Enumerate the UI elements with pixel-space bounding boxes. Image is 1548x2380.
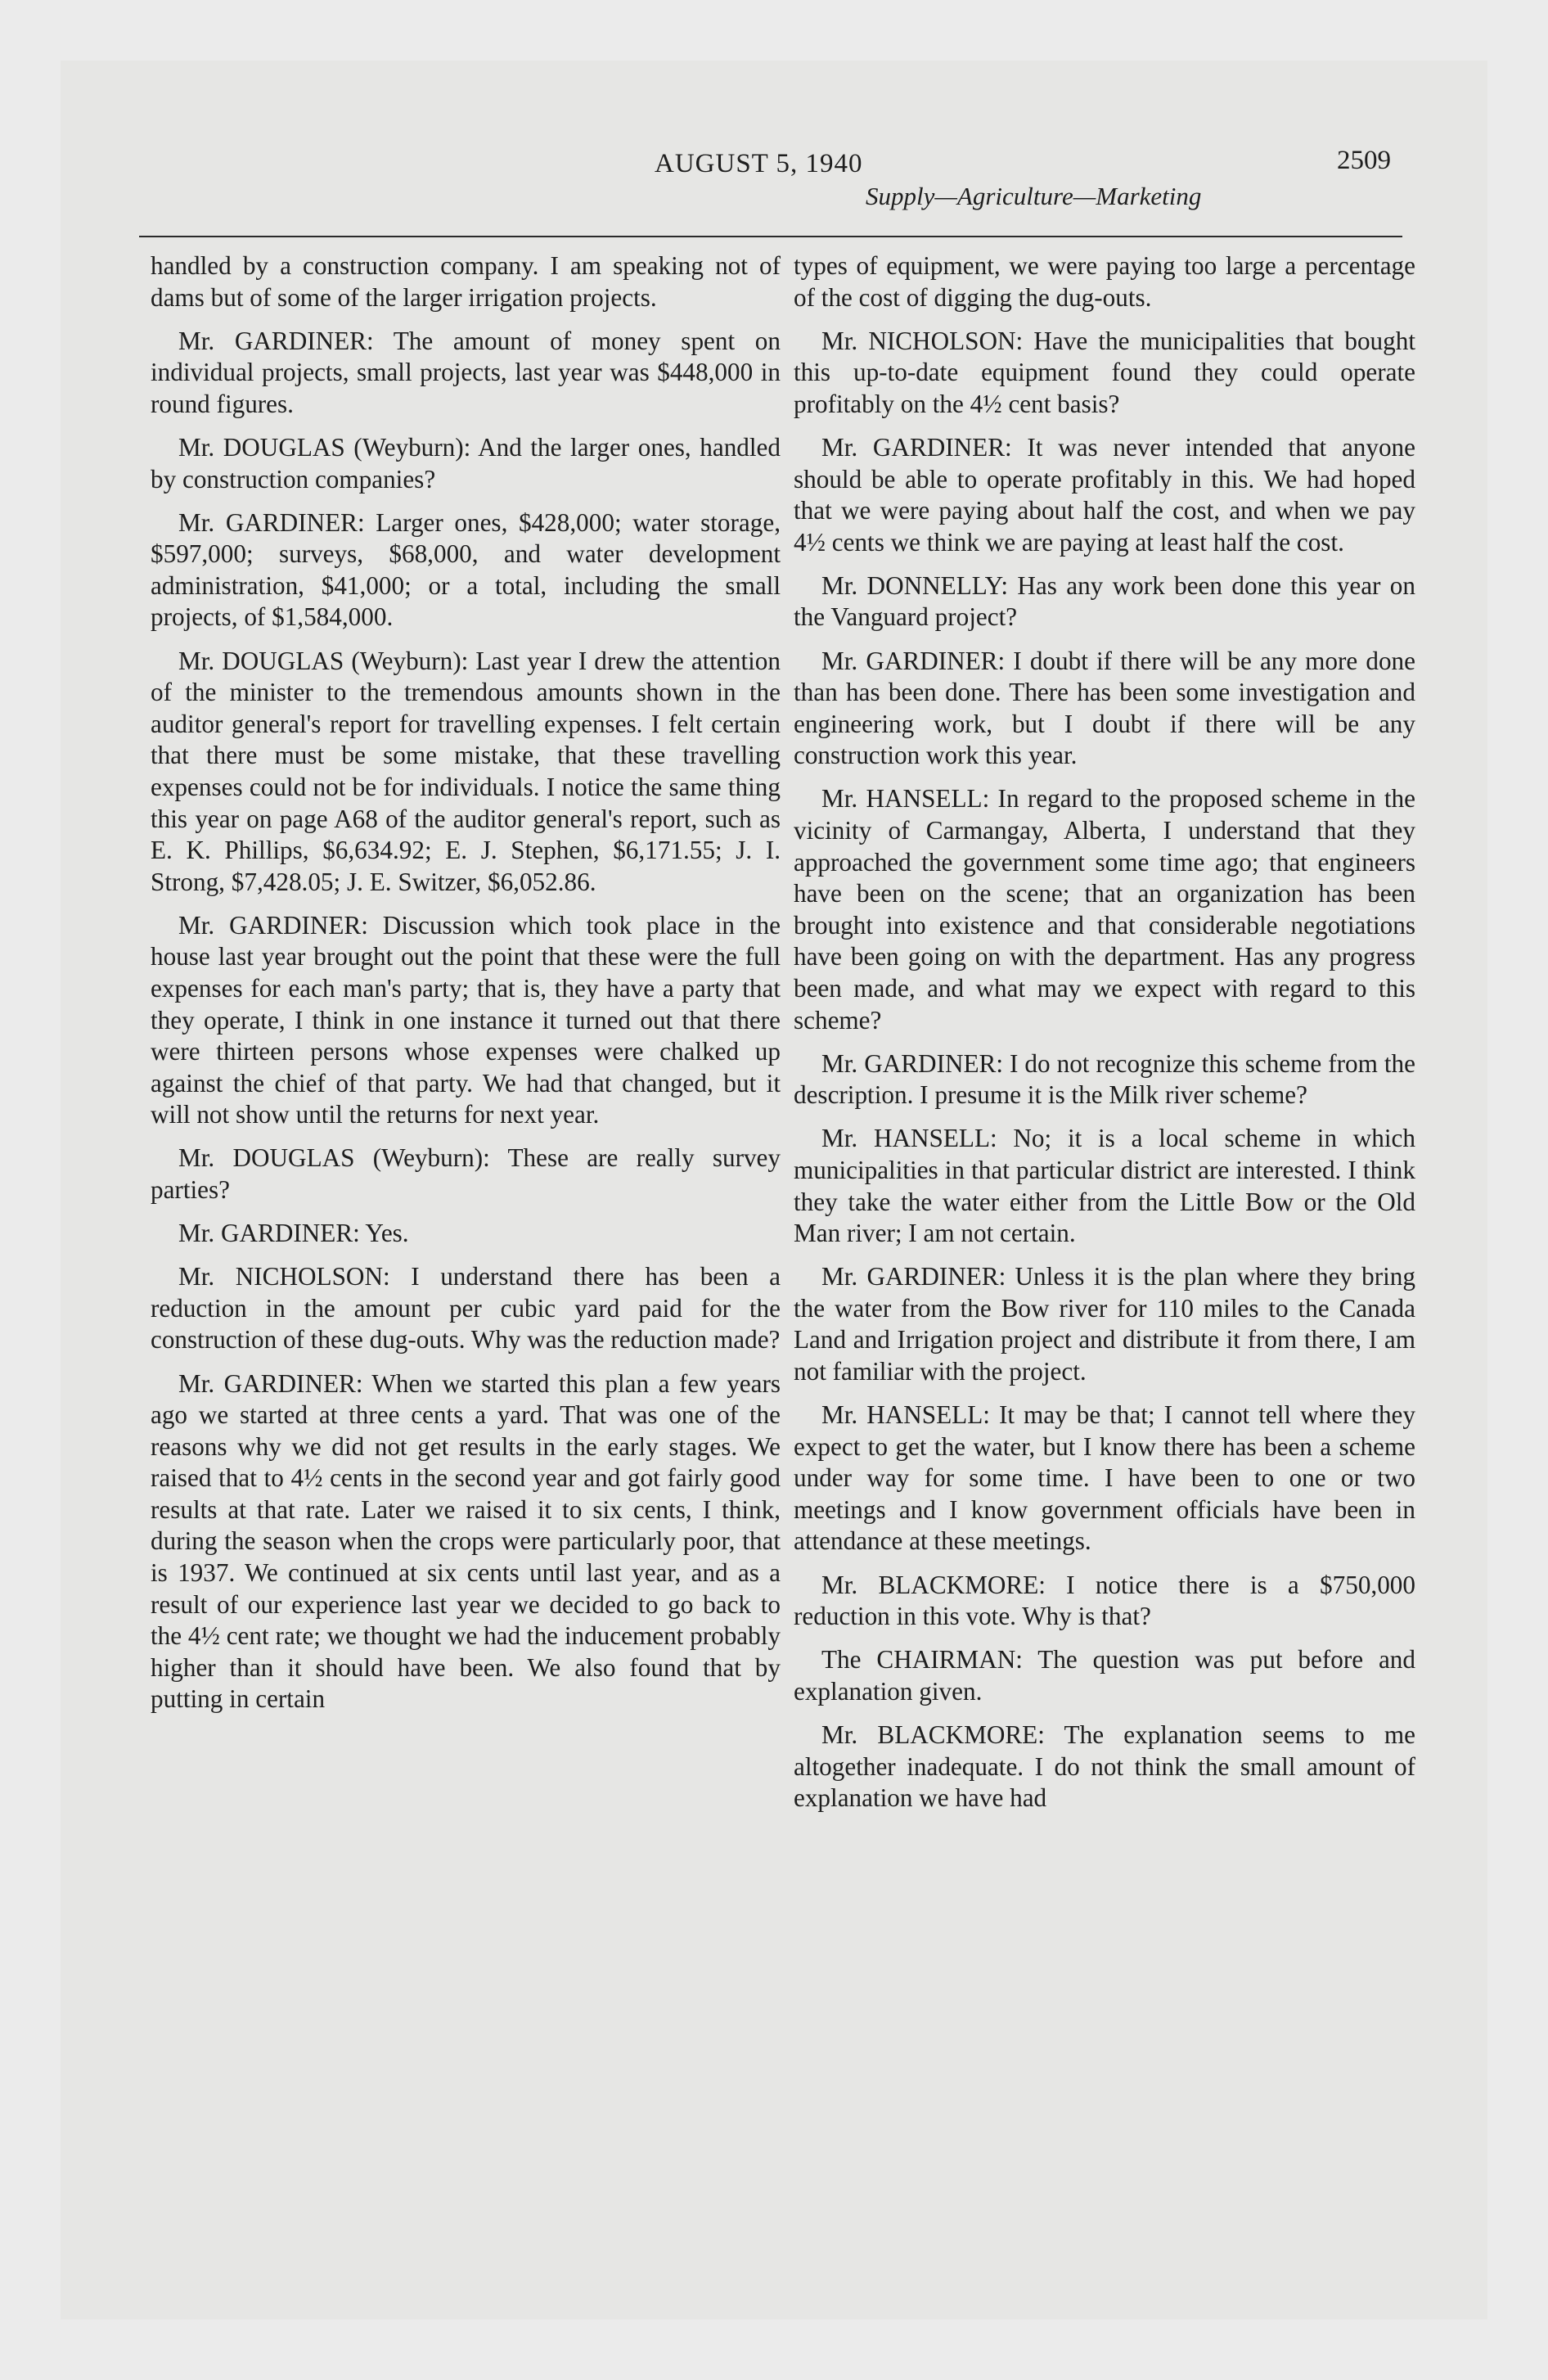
paragraph: Mr. BLACKMORE: The explanation seems to me altogether inadequate. I do not think the small amount of explanation we have had: [794, 1720, 1415, 1813]
paragraph: Mr. DOUGLAS (Weyburn): And the larger ones, handled by construction companies?: [151, 432, 781, 494]
paragraph: Mr. HANSELL: In regard to the proposed scheme in the vicinity of Carmangay, Alberta, I understand that they approached the government some time ago; that engineers have been on the scene; that an organization has been brought into existence and that considerable negotiations have been going on with the department. Has any progress been made, and what may we expect with regard to this scheme?: [794, 784, 1415, 1034]
paragraph: Mr. NICHOLSON: Have the municipalities that bought this up-to-date equipment found they could operate profitably on the 4½ cent basis?: [794, 326, 1415, 418]
paragraph: Mr. NICHOLSON: I understand there has been a reduction in the amount per cubic yard paid for the construction of these dug-outs. Why was the reduction made?: [151, 1262, 781, 1355]
paragraph: Mr. HANSELL: No; it is a local scheme in which municipalities in that particular district are interested. I think they take the water either from the Little Bow or the Old Man river; I am not certain.: [794, 1124, 1415, 1248]
paragraph: Mr. GARDINER: Unless it is the plan where they bring the water from the Bow river for 110 miles to the Canada Land and Irrigation project and distribute it from there, I am not familiar with the project.: [794, 1262, 1415, 1386]
paragraph: Mr. GARDINER: Larger ones, $428,000; water storage, $597,000; surveys, $68,000, and water development administration, $41,000; or a total, including the small projects, of $1,584,000.: [151, 507, 781, 632]
paragraph: types of equipment, we were paying too large a percentage of the cost of digging the dug-outs.: [794, 251, 1415, 312]
paragraph: Mr. DOUGLAS (Weyburn): Last year I drew the attention of the minister to the tremendous amounts shown in the auditor general's report for travelling expenses. I felt certain that there must be some mistake, that these travelling expenses could not be for individuals. I notice the same thing this year on page A68 of the auditor general's report, such as E. K. Phillips, $6,634.92; E. J. Stephen, $6,171.55; J. I. Strong, $7,428.05; J. E. Switzer, $6,052.86.: [151, 646, 781, 896]
paragraph: Mr. GARDINER: I do not recognize this scheme from the description. I presume it is the Milk river scheme?: [794, 1048, 1415, 1110]
paragraph: Mr. HANSELL: It may be that; I cannot tell where they expect to get the water, but I know there has been a scheme under way for some time. I have been to one or two meetings and I know government officials have been in attendance at these meetings.: [794, 1400, 1415, 1556]
paragraph: Mr. DOUGLAS (Weyburn): These are really survey parties?: [151, 1143, 781, 1205]
paragraph: Mr. GARDINER: It was never intended that anyone should be able to operate profitably in this. We had hoped that we were paying about half the cost, and when we pay 4½ cents we think we are paying at least half the cost.: [794, 432, 1415, 557]
page-header: [61, 61, 1487, 224]
paragraph: The CHAIRMAN: The question was put before and explanation given.: [794, 1645, 1415, 1706]
page-number: 2509: [1337, 146, 1391, 175]
header-date: AUGUST 5, 1940: [655, 149, 863, 178]
paragraph: Mr. GARDINER: The amount of money spent on individual projects, small projects, last year was $448,000 in round figures.: [151, 326, 781, 418]
right-column: [794, 250, 1415, 1826]
header-rule: [139, 236, 1402, 237]
paragraph: handled by a construction company. I am speaking not of dams but of some of the larger irrigation projects.: [151, 251, 781, 312]
paragraph: Mr. DONNELLY: Has any work been done this year on the Vanguard project?: [794, 570, 1415, 632]
left-column: [151, 250, 781, 1728]
header-section: Supply—Agriculture—Marketing: [866, 182, 1202, 210]
paragraph: Mr. GARDINER: When we started this plan a few years ago we started at three cents a yard. That was one of the reasons why we did not get results in the early stages. We raised that to 4½ cents in the second year and got fairly good results at that rate. Later we raised it to six cents, I think, during the season when the crops were particularly poor, that is 1937. We continued at six cents until last year, and as a result of our experience last year we decided to go back to the 4½ cent rate; we thought we had the inducement probably higher than it should have been. We also found that by putting in certain: [151, 1368, 781, 1714]
paragraph: Mr. BLACKMORE: I notice there is a $750,000 reduction in this vote. Why is that?: [794, 1570, 1415, 1631]
paragraph: Mr. GARDINER: I doubt if there will be any more done than has been done. There has been some investigation and engineering work, but I doubt if there will be any construction work this year.: [794, 646, 1415, 770]
document-page: [61, 61, 1487, 2319]
paragraph: Mr. GARDINER: Yes.: [178, 1219, 409, 1248]
paragraph: Mr. GARDINER: Discussion which took place in the house last year brought out the point that these were the full expenses for each man's party; that is, they have a party that they operate, I think in one instance it turned out that there were thirteen persons whose expenses were chalked up against the chief of that party. We had that changed, but it will not show until the returns for next year.: [151, 910, 781, 1129]
